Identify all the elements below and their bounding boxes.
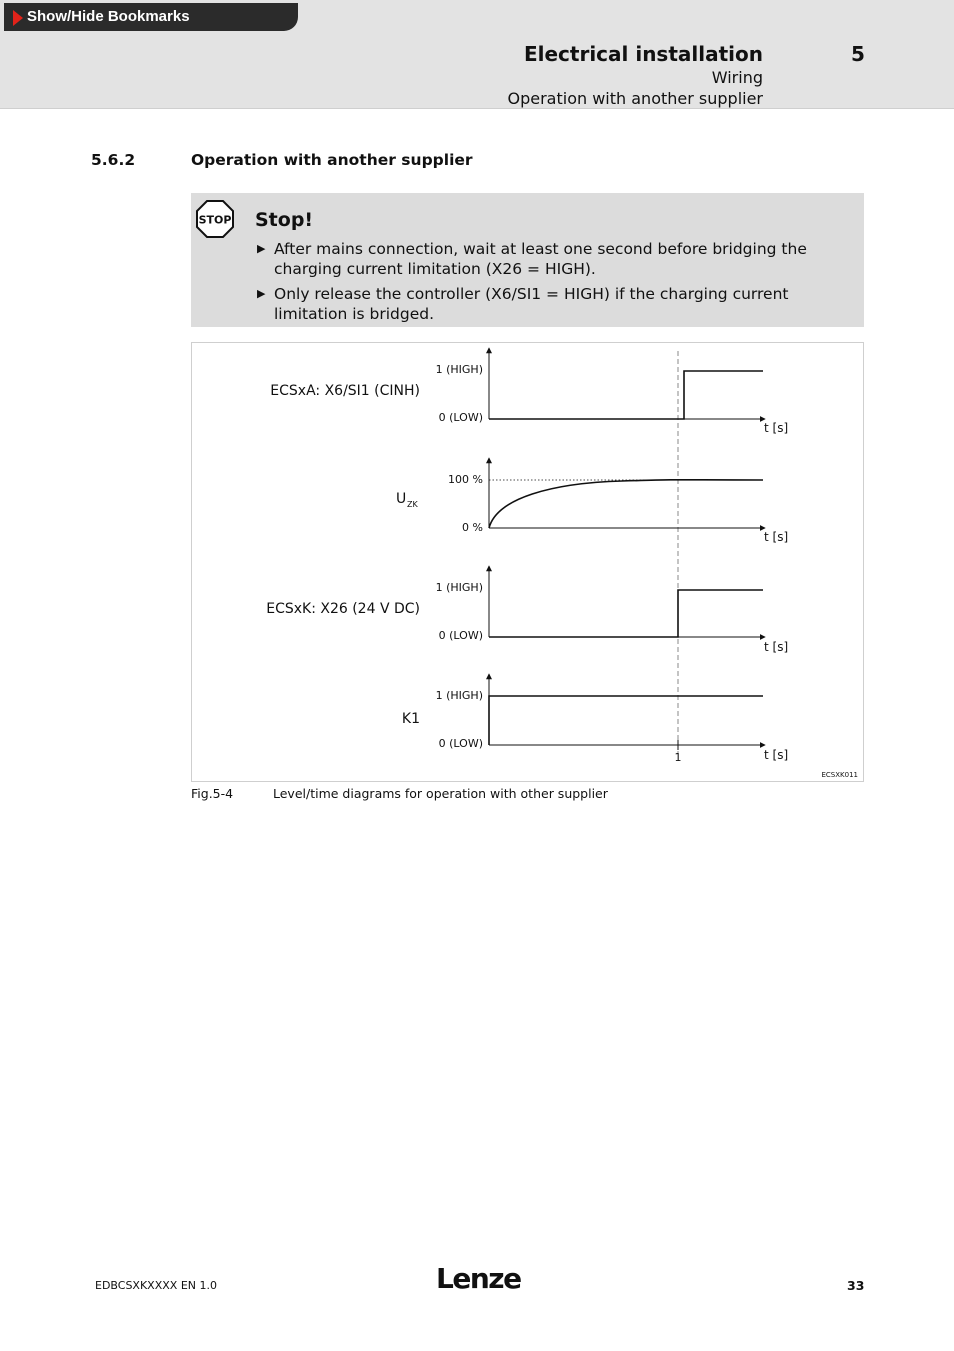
level-low-label: 0 % [462,521,483,534]
signal-row-uzk [396,458,788,544]
section-number: 5.6.2 [91,151,136,169]
figure-label: Fig.5-4 [191,786,234,801]
signal-label: ECSxK: X26 (24 V DC) [266,601,420,617]
figure-code: ECSXK011 [821,771,858,779]
bookmarks-button-label: Show/Hide Bookmarks [27,8,190,25]
level-low-label: 0 (LOW) [438,411,483,424]
time-axis-label: t [s] [764,640,789,654]
signal-row-k1 [402,674,788,764]
time-tick-label: 1 [674,751,682,764]
stop-list [257,239,857,329]
chapter-title: Electrical installation [523,42,763,66]
figure-caption: Level/time diagrams for operation with other supplier [273,786,608,801]
time-axis-label: t [s] [764,421,789,435]
signal-row-x26 [266,566,788,654]
stop-item: ▶ After mains connection, wait at least one second before bridging the charging current limitation (X26 = HIGH). [257,239,857,279]
header-subtitle: Wiring [711,68,763,87]
level-high-label: 1 (HIGH) [435,363,483,376]
stop-title: Stop! [255,209,314,231]
diagram-svg [192,343,865,783]
signal-trace [489,371,763,419]
level-time-diagram [191,342,864,782]
header-subsection: Operation with another supplier [507,89,763,108]
level-high-label: 100 % [448,473,483,486]
signal-trace [489,696,763,745]
lenze-logo: Lenze [436,1262,521,1295]
page-number: 33 [847,1278,865,1293]
stop-sign-text: STOP [198,213,232,227]
signal-trace [489,590,763,637]
signal-label-subscript: ZK [407,500,418,509]
signal-label: K1 [401,711,420,727]
footer-doc-id: EDBCSXKXXXX EN 1.0 [95,1279,217,1292]
stop-warning-box [191,193,864,327]
bookmark-arrow-icon [13,10,23,26]
page-header [0,0,954,109]
charging-curve [489,480,763,528]
level-low-label: 0 (LOW) [438,737,483,750]
show-hide-bookmarks-button[interactable] [4,3,298,31]
level-high-label: 1 (HIGH) [435,689,483,702]
stop-sign-icon [196,200,234,238]
time-axis-label: t [s] [764,748,789,762]
chapter-number: 5 [851,42,865,66]
signal-label: U [396,491,407,507]
level-high-label: 1 (HIGH) [435,581,483,594]
signal-row-cinh [270,348,788,435]
signal-label: ECSxA: X6/SI1 (CINH) [270,383,420,399]
section-title: Operation with another supplier [191,151,473,169]
level-low-label: 0 (LOW) [438,629,483,642]
stop-item: ▶ Only release the controller (X6/SI1 = HIGH) if the charging current limitation is bridged. [257,284,857,324]
time-axis-label: t [s] [764,530,789,544]
